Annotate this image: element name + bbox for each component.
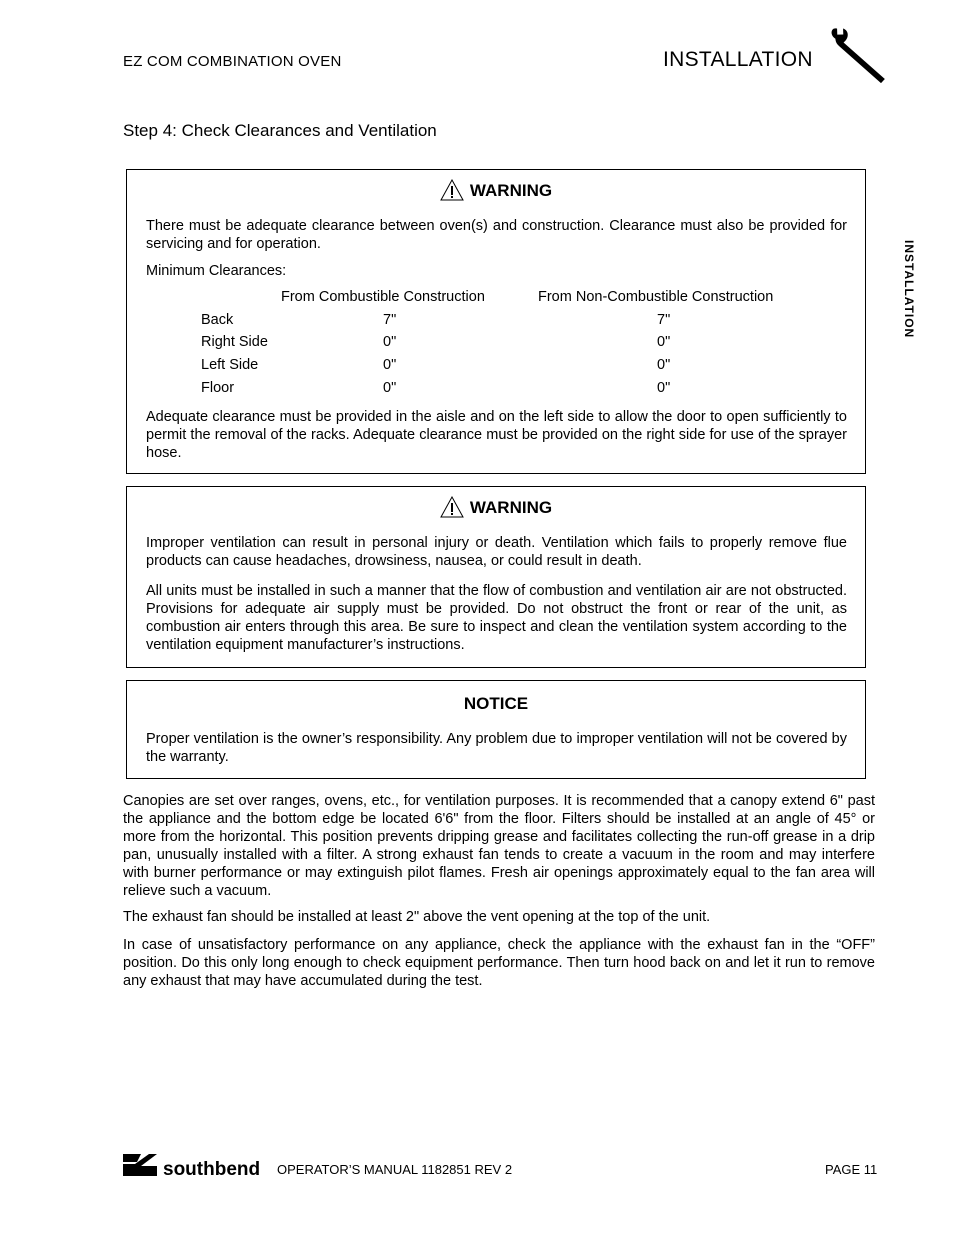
row-label: Left Side [201, 357, 259, 373]
table-cell: 0" [383, 357, 397, 373]
clearance-warning-box [126, 169, 866, 474]
logo-text: southbend [163, 1159, 261, 1180]
column-header: From Non-Combustible Construction [538, 289, 774, 305]
table-cell: 7" [657, 312, 671, 328]
table-cell: 0" [657, 334, 671, 350]
min-clearances-label: Minimum Clearances: [146, 263, 287, 279]
warning-triangle-icon [440, 179, 464, 201]
clearance-intro: There must be adequate clearance between oven(s) and construction. Clearance must also be provided for servicing and for operation. [146, 218, 847, 252]
canopy-paragraph: Canopies are set over ranges, ovens, etc., for ventilation purposes. It is recommended that a canopy extend 6" past the appliance and the bottom edge be located 6'6" from the floor. Filters should be installed at an angle of 45° or more from the horizontal. This position prevents dripping grease and facilitates collecting the run-off grease in a drip pan, unusually installed with a filter. A strong exhaust fan tends to create a vacuum in the room and may interfere with burner performance or may extinguish pilot flames. Fresh air openings approximately equal to the fan area will relieve such a vacuum. [123, 793, 875, 899]
step-title: Step 4: Check Clearances and Ventilation [123, 121, 437, 140]
table-cell: 0" [657, 380, 671, 396]
warning-triangle-icon [440, 496, 464, 518]
clearance-footer: Adequate clearance must be provided in the aisle and on the left side to allow the door to open sufficiently to permit the removal of the racks. Adequate clearance must be provided on the right side for use of the sprayer hose. [146, 409, 847, 461]
notice-box [126, 680, 866, 779]
section-title: INSTALLATION [663, 48, 813, 71]
table-cell: 0" [383, 334, 397, 350]
doc-title: EZ COM COMBINATION OVEN [123, 53, 342, 70]
notice-text: Proper ventilation is the owner’s responsibility. Any problem due to improper ventilation will not be covered by the warranty. [146, 731, 847, 765]
wrench-icon [826, 24, 888, 86]
warning-heading-text: WARNING [469, 498, 553, 517]
footer-page-number: PAGE 11 [825, 1162, 878, 1177]
table-cell: 0" [383, 380, 397, 396]
row-label: Right Side [201, 334, 268, 350]
ventilation-para-2: All units must be installed in such a manner that the flow of combustion and ventilation air are not obstructed. Provisions for adequate air supply must be provided. Do not obstruct the front or rear of the unit, as combustion air enters through this area. Be sure to inspect and clean the ventilation system according to the ventilation equipment manufacturer’s instructions. [146, 583, 847, 653]
notice-heading: NOTICE [463, 694, 529, 713]
row-label: Floor [201, 380, 235, 396]
ventilation-warning-box [126, 486, 866, 668]
ventilation-para-1: Improper ventilation can result in personal injury or death. Ventilation which fails to properly remove flue products can cause headaches, drowsiness, nausea, or could result in death. [146, 535, 847, 569]
side-tab-label: INSTALLATION [902, 240, 916, 339]
warning-heading [127, 496, 865, 518]
performance-paragraph: In case of unsatisfactory performance on any appliance, check the appliance with the exhaust fan in the “OFF” position. Do this only long enough to check equipment performance. Then turn hood back on and let it run to remove any exhaust that may have accumulated during the test. [123, 937, 875, 989]
row-label: Back [201, 312, 234, 328]
warning-heading-text: WARNING [469, 181, 553, 200]
table-cell: 0" [657, 357, 671, 373]
southbend-logo [123, 1150, 261, 1180]
table-cell: 7" [383, 312, 397, 328]
side-tab [902, 240, 918, 350]
exhaust-fan-paragraph: The exhaust fan should be installed at least 2" above the vent opening at the top of the unit. [123, 909, 711, 925]
column-header: From Combustible Construction [281, 289, 485, 305]
footer-manual: OPERATOR’S MANUAL 1182851 REV 2 [277, 1162, 513, 1177]
warning-heading [127, 179, 865, 201]
